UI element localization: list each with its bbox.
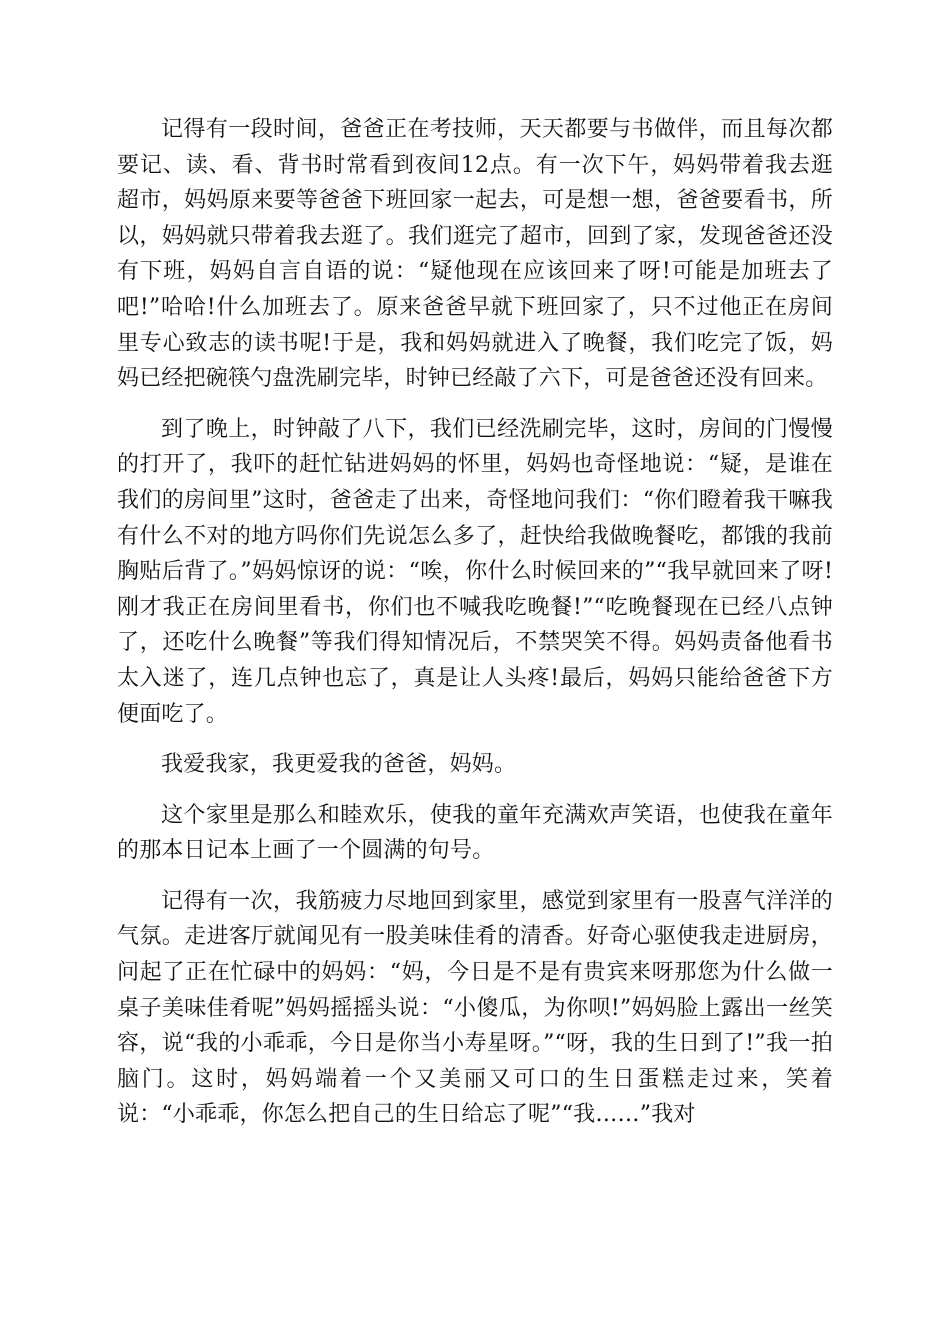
paragraph-4: 这个家里是那么和睦欢乐，使我的童年充满欢声笑语，也使我在童年的那本日记本上画了一个圆满的句号。: [117, 802, 833, 864]
paragraph-2: 到了晚上，时钟敲了八下，我们已经洗刷完毕，这时，房间的门慢慢的打开了，我吓的赶忙钻进妈妈的怀里，妈妈也奇怪地说：“疑，是谁在我们的房间里”这时，爸爸走了出来，奇怪地问我们：“你们瞪着我干嘛我有什么不对的地方吗你们先说怎么多了，赶快给我做晚餐吃，都饿的我前胸贴后背了。”妈妈惊讶的说：“唉，你什么时候回来的”“我早就回来了呀!刚才我正在房间里看书，你们也不喊我吃晚餐!”“吃晚餐现在已经八点钟了，还吃什么晚餐”等我们得知情况后，不禁哭笑不得。妈妈责备他看书太入迷了，连几点钟也忘了，真是让人头疼!最后，妈妈只能给爸爸下方便面吃了。: [117, 416, 833, 727]
paragraph-5: 记得有一次，我筋疲力尽地回到家里，感觉到家里有一股喜气洋洋的气氛。走进客厅就闻见有一股美味佳肴的清香。好奇心驱使我走进厨房，问起了正在忙碌中的妈妈：“妈，今日是不是有贵宾来呀那您为什么做一桌子美味佳肴呢”妈妈摇摇头说：“小傻瓜，为你呗!”妈妈脸上露出一丝笑容，说“我的小乖乖，今日是你当小寿星呀。”“呀，我的生日到了!”我一拍脑门。这时，妈妈端着一个又美丽又可口的生日蛋糕走过来，笑着说：“小乖乖，你怎么把自己的生日给忘了呢”“我……”我对: [117, 888, 833, 1128]
paragraph-3: 我爱我家，我更爱我的爸爸，妈妈。: [161, 752, 517, 778]
paragraph-1: 记得有一段时间，爸爸正在考技师，天天都要与书做伴，而且每次都要记、读、看、背书时常看到夜间12点。有一次下午，妈妈带着我去逛超市，妈妈原来要等爸爸下班回家一起去，可是想一想，爸爸要看书，所以，妈妈就只带着我去逛了。我们逛完了超市，回到了家，发现爸爸还没有下班，妈妈自言自语的说：“疑他现在应该回来了呀!可能是加班去了吧!”哈哈!什么加班去了。原来爸爸早就下班回家了，只不过他正在房间里专心致志的读书呢!于是，我和妈妈就进入了晚餐，我们吃完了饭，妈妈已经把碗筷勺盘洗刷完毕，时钟已经敲了六下，可是爸爸还没有回来。: [117, 117, 833, 392]
document-page: [117, 112, 833, 1148]
